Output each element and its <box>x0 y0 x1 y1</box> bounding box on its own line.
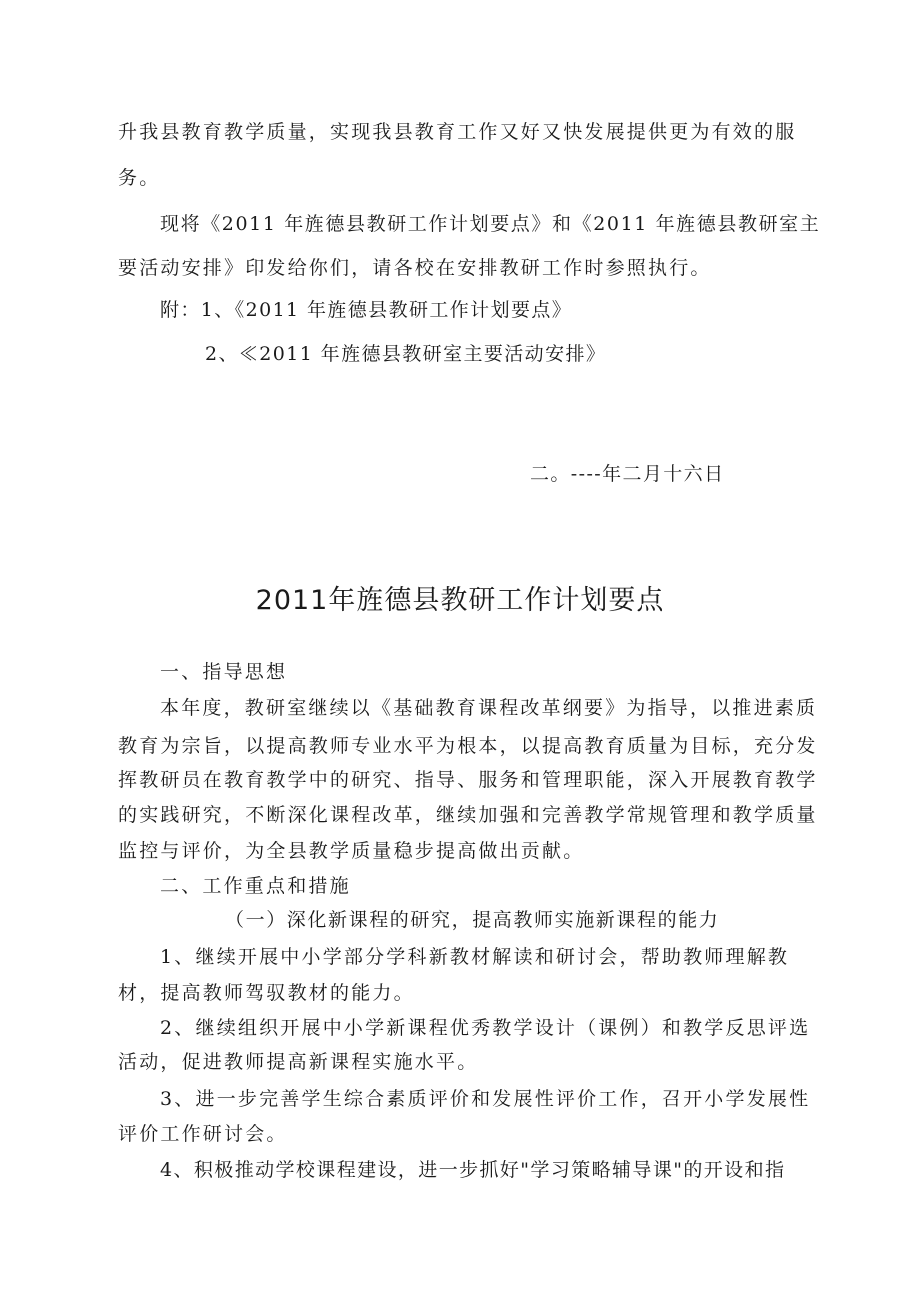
section-1-line-1: 本年度，教研室继续以《基础教育课程改革纲要》为指导，以推进素质 <box>160 697 818 719</box>
item-4-line-1: 4、积极推动学校课程建设，进一步抓好"学习策略辅导课"的开设和指 <box>160 1159 786 1181</box>
section-1-heading: 一、指导思想 <box>160 661 288 683</box>
item-3-line-2: 评价工作研讨会。 <box>118 1123 288 1145</box>
section-1-line-4: 的实践研究，不断深化课程改革，继续加强和完善教学常规管理和教学质量 <box>118 804 818 826</box>
item-1-line-2: 材，提高教师驾驭教材的能力。 <box>118 982 415 1004</box>
attachment-1: 附：1、《2011 年旌德县教研工作计划要点》 <box>160 299 573 321</box>
section-1-line-3: 挥教研员在教育教学中的研究、指导、服务和管理职能，深入开展教育教学 <box>118 769 818 791</box>
intro-line-2: 务。 <box>118 167 161 189</box>
section-2-subheading: （一）深化新课程的研究，提高教师实施新课程的能力 <box>225 909 720 931</box>
date-line: 二。----年二月十六日 <box>530 463 725 485</box>
section-1-line-2: 教育为宗旨，以提高教师专业水平为根本，以提高教育质量为目标，充分发 <box>118 735 818 757</box>
item-2-line-2: 活动，促进教师提高新课程实施水平。 <box>118 1051 479 1073</box>
section-2-heading: 二、工作重点和措施 <box>160 875 351 897</box>
item-2-line-1: 2、继续组织开展中小学新课程优秀教学设计（课例）和教学反思评选 <box>160 1017 811 1039</box>
plan-title: 2011年旌德县教研工作计划要点 <box>255 585 665 616</box>
attachment-2: 2、≪2011 年旌德县教研室主要活动安排》 <box>205 343 607 365</box>
intro-line-4: 要活动安排》印发给你们，请各校在安排教研工作时参照执行。 <box>118 257 712 279</box>
item-3-line-1: 3、进一步完善学生综合素质评价和发展性评价工作，召开小学发展性 <box>160 1088 811 1110</box>
section-1-line-5: 监控与评价，为全县教学质量稳步提高做出贡献。 <box>118 840 585 862</box>
item-1-line-1: 1、继续开展中小学部分学科新教材解读和研讨会，帮助教师理解教 <box>160 946 790 968</box>
intro-line-3: 现将《2011 年旌德县教研工作计划要点》和《2011 年旌德县教研室主 <box>160 213 821 235</box>
intro-line-1: 升我县教育教学质量，实现我县教育工作又好又快发展提供更为有效的服 <box>118 121 797 143</box>
